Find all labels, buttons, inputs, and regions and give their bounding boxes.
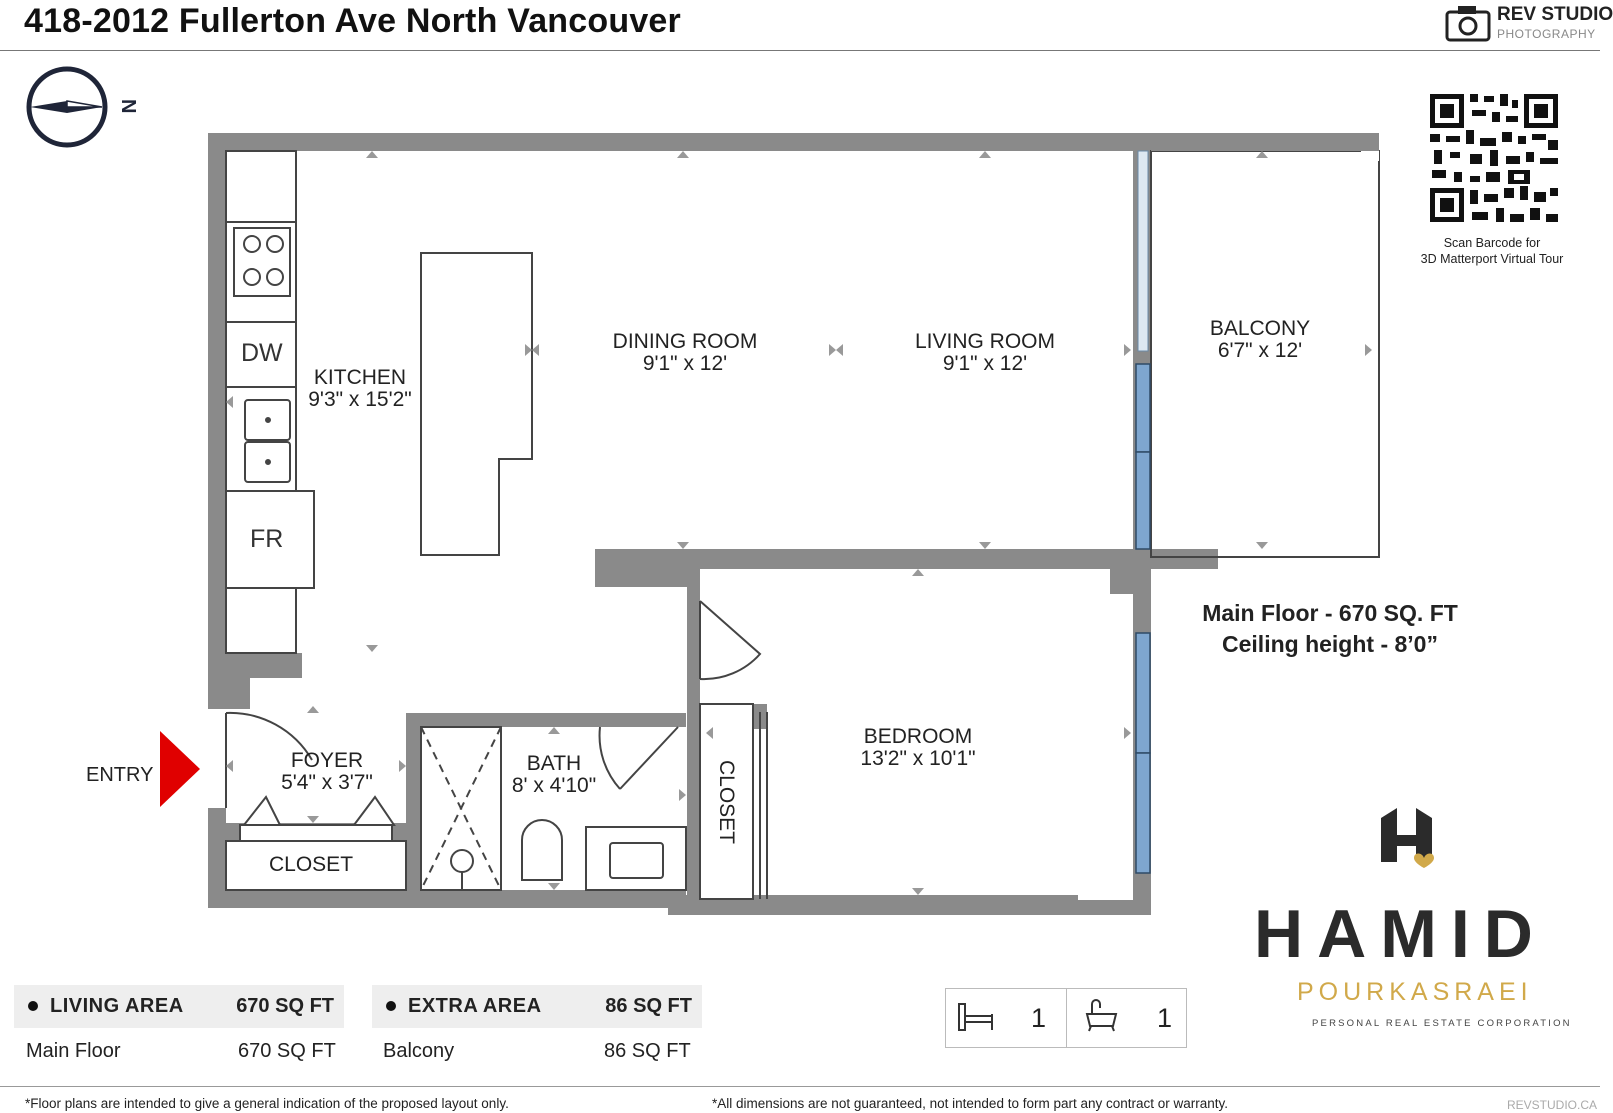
footer-disclaimer-right: *All dimensions are not guaranteed, not intended to form part any contract or warranty. (712, 1096, 1229, 1111)
brand-name: REV STUDIO (1497, 4, 1613, 25)
footer-url: REVSTUDIO.CA (1507, 1098, 1598, 1112)
room-bath (498, 753, 610, 797)
main-floor-value: 670 SQ FT (238, 1040, 336, 1062)
entry-arrow-icon (160, 731, 200, 807)
room-name: FOYER (290, 749, 364, 772)
footer-divider (0, 1086, 1600, 1087)
bed-bath-counts (945, 988, 1187, 1048)
room-name: BALCONY (1209, 317, 1311, 340)
room-name: KITCHEN (313, 366, 407, 389)
extra-area-label: EXTRA AREA (408, 995, 542, 1017)
bullet-icon (386, 1001, 396, 1011)
bed-count: 1 (1031, 1003, 1047, 1033)
ceiling-height-text: Ceiling height - 8’0” (1222, 631, 1438, 657)
room-name: BEDROOM (863, 725, 973, 748)
floor-info (1150, 598, 1510, 660)
floor-area-text: Main Floor - 670 SQ. FT (1202, 600, 1458, 626)
footer-disclaimer-left: *Floor plans are intended to give a general indication of the proposed layout only. (25, 1096, 509, 1111)
logo-name: HAMID (1254, 896, 1547, 972)
page-title: 418-2012 Fullerton Ave North Vancouver (24, 2, 681, 40)
entry-label: ENTRY (86, 764, 154, 786)
room-size: 5'4" x 3'7" (281, 771, 373, 794)
room-size: 9'1" x 12' (642, 352, 728, 375)
brand-subtitle: PHOTOGRAPHY (1497, 27, 1596, 41)
extra-area-value: 86 SQ FT (605, 995, 692, 1017)
logo-surname: POURKASRAEI (1297, 978, 1533, 1006)
foyer-closet-label: CLOSET (269, 853, 354, 876)
room-name: LIVING ROOM (914, 330, 1056, 353)
room-name: BATH (526, 752, 582, 775)
room-balcony (1190, 318, 1330, 362)
extra-area-header (372, 985, 702, 1028)
room-size: 6'7" x 12' (1217, 339, 1303, 362)
room-living (890, 331, 1080, 375)
room-size: 9'3" x 15'2" (308, 388, 412, 411)
qr-caption (1392, 235, 1592, 267)
living-area-header (14, 985, 344, 1028)
compass-icon (29, 69, 105, 145)
living-area-value: 670 SQ FT (236, 995, 334, 1017)
kitchen-island (421, 253, 532, 555)
fridge-label: FR (250, 525, 284, 553)
counts-divider (1066, 989, 1067, 1047)
room-kitchen (295, 367, 425, 411)
living-area-label: LIVING AREA (50, 995, 184, 1017)
bedroom-door (700, 601, 760, 679)
qr-caption-line1: Scan Barcode for (1443, 236, 1541, 250)
room-foyer (262, 750, 392, 794)
room-size: 9'1" x 12' (942, 352, 1028, 375)
bullet-icon (28, 1001, 38, 1011)
house-logo-icon (1381, 808, 1434, 868)
north-label: N (117, 99, 139, 114)
bedroom-closet-label: CLOSET (715, 759, 739, 845)
balcony-area-label: Balcony (383, 1040, 455, 1062)
qr-code (1428, 92, 1560, 224)
room-name: DINING ROOM (612, 330, 758, 353)
logo-tagline: PERSONAL REAL ESTATE CORPORATION (1312, 1018, 1572, 1029)
balcony-area-value: 86 SQ FT (604, 1040, 691, 1062)
room-bedroom (848, 726, 988, 770)
room-dining (590, 331, 780, 375)
qr-caption-line2: 3D Matterport Virtual Tour (1420, 252, 1564, 266)
room-size: 8' x 4'10" (511, 774, 597, 797)
dimension-markers (226, 151, 1372, 895)
room-size: 13'2" x 10'1" (860, 747, 976, 770)
bath-count: 1 (1157, 1003, 1173, 1033)
main-floor-label: Main Floor (26, 1040, 121, 1062)
dishwasher-label: DW (241, 339, 283, 367)
